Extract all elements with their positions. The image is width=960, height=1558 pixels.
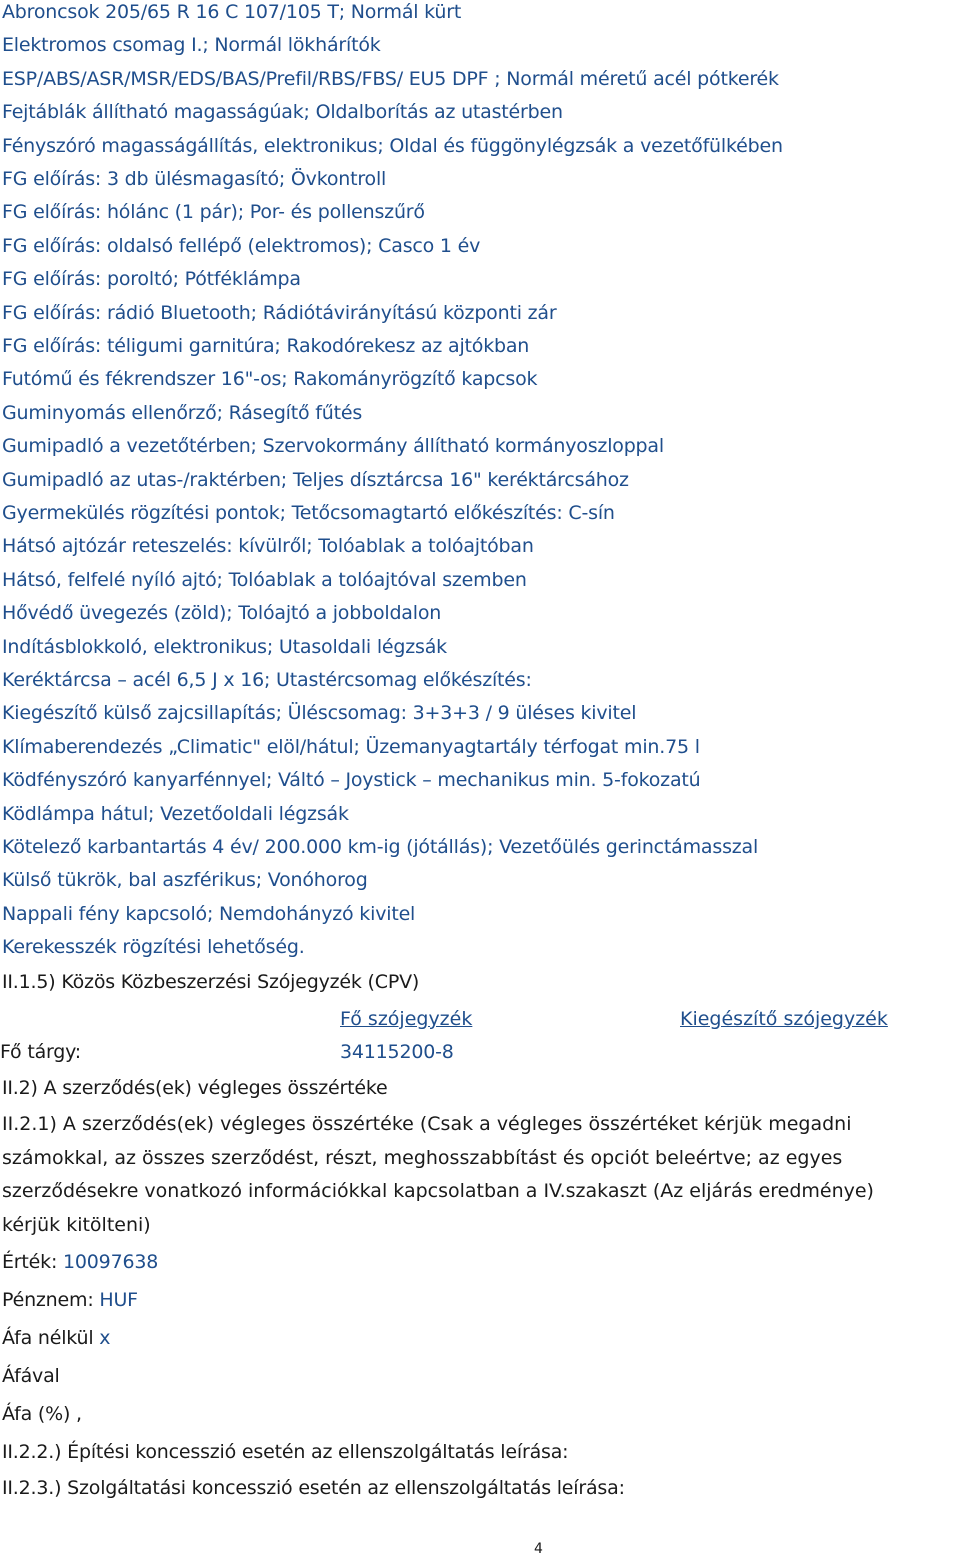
vat-label: Áfa (%) , [2, 1403, 82, 1425]
spec-line: Keréktárcsa – acél 6,5 J x 16; Utastércsomag előkészítés: [2, 669, 532, 691]
spec-line: FG előírás: oldalsó fellépő (elektromos); Casco 1 év [2, 234, 481, 257]
spec-line: Gumipadló az utas-/raktérben; Teljes dísztárcsa 16" keréktárcsához [2, 468, 629, 491]
cpv-main-vocabulary-header: Fő szójegyzék [340, 1008, 473, 1030]
spec-line: FG előírás: hólánc (1 pár); Por- és pollenszűrő [2, 201, 425, 224]
spec-line: Ködlámpa hátul; Vezetőoldali légzsák [2, 802, 349, 825]
spec-line: Fényszóró magasságállítás, elektronikus; Oldal és függönylégzsák a vezetőfülkében [2, 134, 783, 157]
net-mark: x [99, 1327, 111, 1349]
instruction-line: kérjük kitölteni) [2, 1213, 151, 1236]
net-label: Áfa nélkül [2, 1327, 94, 1349]
spec-line: FG előírás: téligumi garnitúra; Rakodórekesz az ajtókban [2, 335, 530, 357]
instruction-line: szerződésekre vonatkozó információkkal kapcsolatban a IV.szakaszt (Az eljárás eredménye) [2, 1180, 874, 1202]
spec-line: Nappali fény kapcsoló; Nemdohányzó kivitel [2, 902, 416, 925]
spec-line: FG előírás: poroltó; Pótféklámpa [2, 268, 301, 291]
spec-line: Gyermekülés rögzítési pontok; Tetőcsomagtartó előkészítés: C-sín [2, 502, 615, 524]
spec-line: Kiegészítő külső zajcsillapítás; Üléscsomag: 3+3+3 / 9 üléses kivitel [2, 702, 637, 725]
spec-line: Klímaberendezés „Climatic" elöl/hátul; Üzemanyagtartály térfogat min.75 l [2, 735, 700, 758]
value-amount: 10097638 [63, 1251, 159, 1273]
spec-line: Guminyomás ellenőrző; Rásegítő fűtés [2, 401, 363, 424]
spec-line: Hátsó, felfelé nyíló ajtó; Tolóablak a tolóajtóval szemben [2, 568, 527, 591]
cpv-supplementary-vocabulary-header: Kiegészítő szójegyzék [680, 1008, 888, 1030]
gross-label: Áfával [2, 1365, 60, 1387]
currency-row [2, 1288, 138, 1312]
instruction-line: II.2.1) A szerződés(ek) végleges összértéke (Csak a végleges összértéket kérjük megadni [2, 1113, 852, 1135]
spec-line: Futómű és fékrendszer 16"-os; Rakományrögzítő kapcsok [2, 368, 538, 391]
spec-line: Gumipadló a vezetőtérben; Szervokormány állítható kormányoszloppal [2, 435, 664, 458]
cpv-heading: II.1.5) Közös Közbeszerzési Szójegyzék (CPV) [2, 971, 420, 993]
spec-line: FG előírás: 3 db ülésmagasító; Övkontroll [2, 168, 387, 190]
spec-line: Abroncsok 205/65 R 16 C 107/105 T; Normál kürt [2, 1, 462, 23]
value-row [2, 1250, 158, 1274]
works-concession-heading: II.2.2.) Építési koncesszió esetén az ellenszolgáltatás leírása: [2, 1441, 569, 1463]
contract-value-heading: II.2) A szerződés(ek) végleges összértéke [2, 1077, 388, 1099]
spec-line: Indításblokkoló, elektronikus; Utasoldali légzsák [2, 635, 447, 658]
spec-line: Hővédő üvegezés (zöld); Tolóajtó a jobboldalon [2, 602, 442, 625]
cpv-main-object-label: Fő tárgy: [0, 1041, 82, 1063]
contract-value-instructions [2, 1108, 957, 1242]
spec-line: Külső tükrök, bal aszférikus; Vonóhorog [2, 869, 368, 892]
spec-line: Kötelező karbantartás 4 év/ 200.000 km-ig (jótállás); Vezetőülés gerinctámasszal [2, 836, 759, 858]
spec-line: Ködfényszóró kanyarfénnyel; Váltó – Joystick – mechanikus min. 5-fokozatú [2, 769, 701, 792]
services-concession-heading: II.2.3.) Szolgáltatási koncesszió esetén az ellenszolgáltatás leírása: [2, 1477, 625, 1499]
page-number: 4 [534, 1541, 543, 1557]
spec-line: Kerekesszék rögzítési lehetőség. [2, 936, 305, 959]
spec-line: FG előírás: rádió Bluetooth; Rádiótávirányítású központi zár [2, 301, 557, 324]
spec-line: ESP/ABS/ASR/MSR/EDS/BAS/Prefil/RBS/FBS/ EU5 DPF ; Normál méretű acél pótkerék [2, 67, 779, 90]
spec-line: Elektromos csomag I.; Normál lökhárítók [2, 34, 381, 57]
currency-value: HUF [99, 1289, 138, 1311]
cpv-main-object-code: 34115200-8 [340, 1041, 454, 1063]
net-row [2, 1326, 110, 1350]
instruction-line: számokkal, az összes szerződést, részt, meghosszabbítást és opciót beleértve; az egyes [2, 1146, 843, 1169]
currency-label: Pénznem: [2, 1289, 94, 1311]
value-label: Érték: [2, 1251, 58, 1273]
spec-line: Fejtáblák állítható magasságúak; Oldalborítás az utastérben [2, 101, 563, 124]
spec-line: Hátsó ajtózár reteszelés: kívülről; Tolóablak a tolóajtóban [2, 535, 534, 558]
